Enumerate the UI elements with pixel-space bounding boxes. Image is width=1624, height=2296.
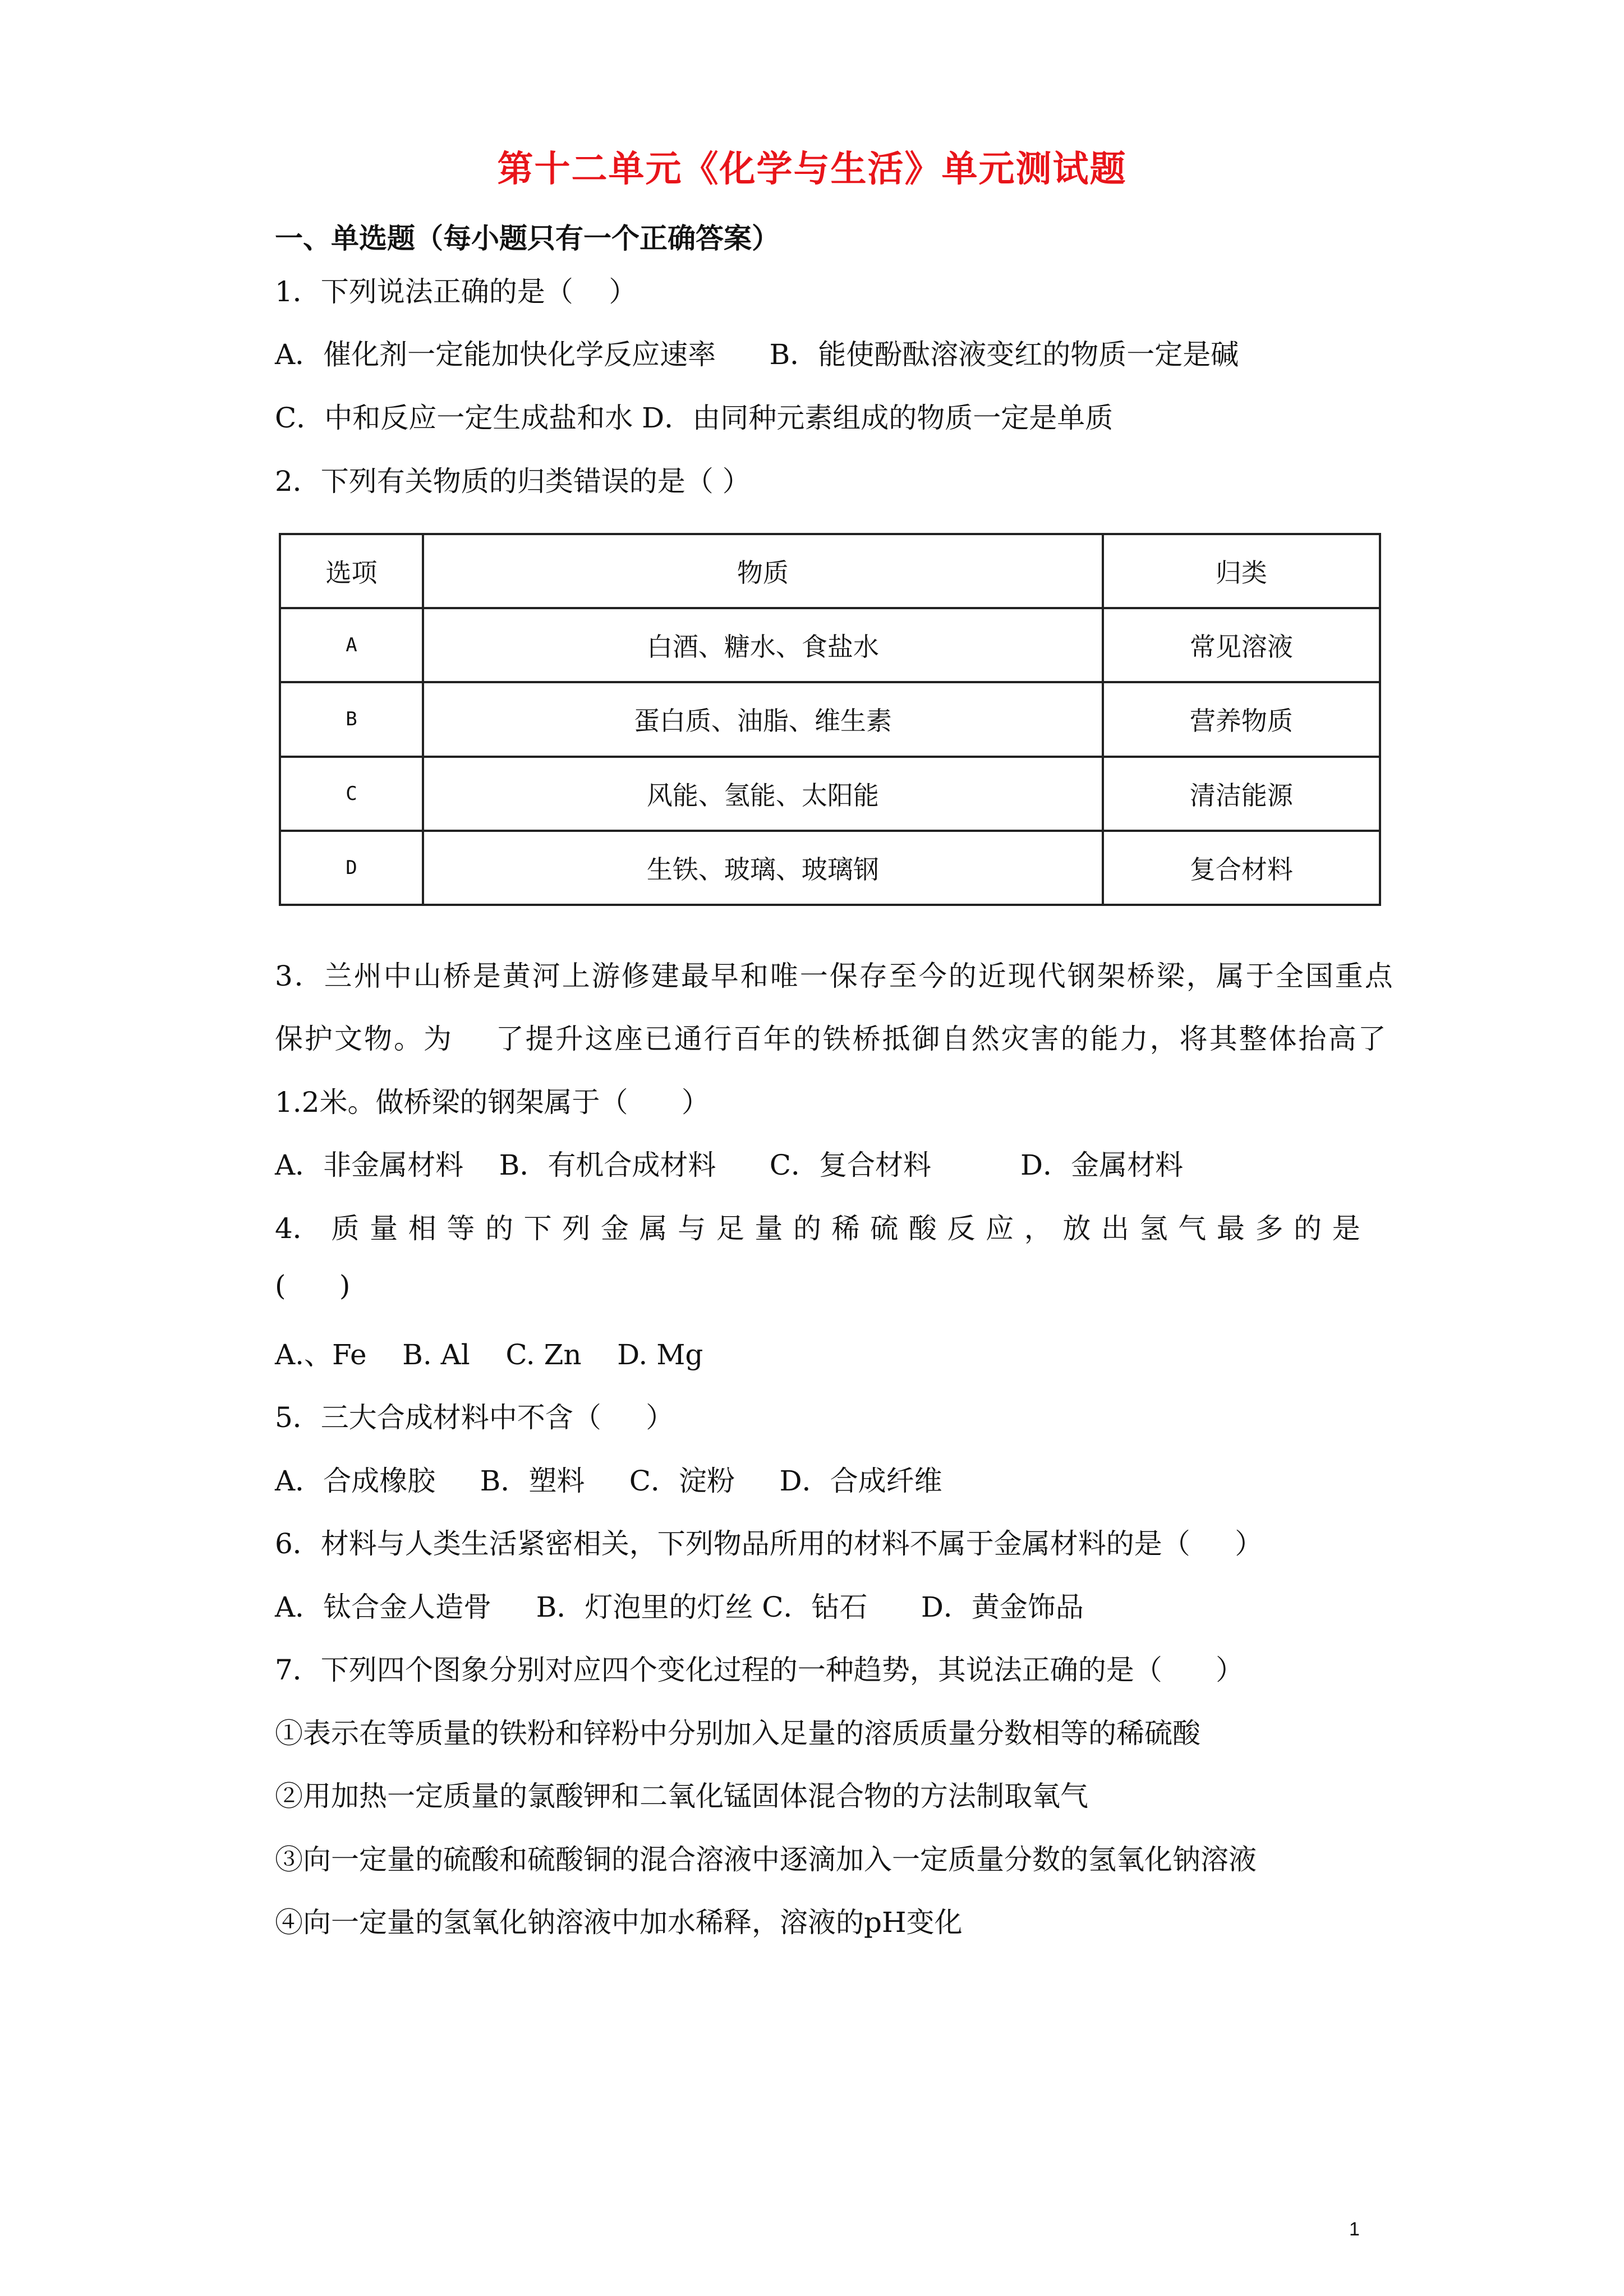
stem-char: 金 [600, 1212, 629, 1245]
question-1-options-ab: A．催化剂一定能加快化学反应速率 B．能使酚酞溶液变红的物质一定是碱 [275, 338, 1239, 371]
table-row [280, 608, 1380, 682]
stem-char: 的 [485, 1212, 513, 1245]
stem-char: 反 [947, 1212, 976, 1245]
table-cell-category: 清洁能源 [1103, 757, 1380, 831]
question-3-line-2: 保护文物。为 了提升这座已通行百年的铁桥抵御自然灾害的能力，将其整体抬高了 [275, 1023, 1388, 1055]
table-row [280, 682, 1380, 756]
question-1-options-cd: C．中和反应一定生成盐和水 D．由同种元素组成的物质一定是单质 [275, 402, 1114, 434]
table-cell-category: 常见溶液 [1103, 608, 1380, 682]
question-1-stem: 1．下列说法正确的是（ ） [275, 275, 637, 308]
table-cell-substance: 生铁、玻璃、玻璃钢 [423, 831, 1103, 905]
question-3-line-3: 1.2米。做桥梁的钢架属于（ ） [275, 1086, 710, 1119]
question-4-stem [275, 1206, 1360, 1246]
table-cell-option: B [280, 682, 423, 756]
stem-char: 氢 [1139, 1212, 1168, 1245]
stem-char: 应 [986, 1212, 1014, 1245]
question-6-options: A．钛合金人造骨 B．灯泡里的灯丝 C．钻石 D．黄金饰品 [275, 1591, 1084, 1623]
table-cell-category: 复合材料 [1103, 831, 1380, 905]
stem-char: 量 [755, 1212, 783, 1245]
stem-char: 4． [275, 1212, 321, 1245]
classification-table [279, 533, 1381, 906]
question-7-item: ②用加热一定质量的氯酸钾和二氧化锰固体混合物的方法制取氧气 [275, 1780, 1088, 1812]
stem-char: 气 [1178, 1212, 1207, 1245]
stem-char: 是 [1332, 1212, 1360, 1245]
stem-char: 出 [1101, 1212, 1129, 1245]
stem-char: 硫 [870, 1212, 899, 1245]
table-row [280, 757, 1380, 831]
table-cell-option: C [280, 757, 423, 831]
question-2-stem: 2．下列有关物质的归类错误的是（ ） [275, 465, 751, 498]
stem-char: 稀 [831, 1212, 860, 1245]
table-cell-option: D [280, 831, 423, 905]
table-cell-option: A [280, 608, 423, 682]
question-4-paren: ( ) [275, 1269, 351, 1302]
table-row [280, 831, 1380, 905]
table-cell-substance: 风能、氢能、太阳能 [423, 757, 1103, 831]
stem-char: 最 [1216, 1212, 1245, 1245]
stem-char: ， [1024, 1212, 1052, 1245]
document-title: 第十二单元《化学与生活》单元测试题 [497, 148, 1127, 190]
question-3-line-1: 3．兰州中山桥是黄河上游修建最早和唯一保存至今的近现代钢架桥梁，属于全国重点 [275, 960, 1395, 992]
table-cell-substance: 白酒、糖水、食盐水 [423, 608, 1103, 682]
table-header-cell: 物质 [423, 534, 1103, 608]
question-5-stem: 5．三大合成材料中不含（ ） [275, 1401, 674, 1434]
question-4-options: A.、Fe B. Al C. Zn D. Mg [275, 1338, 703, 1371]
section-heading: 一、单选题（每小题只有一个正确答案） [275, 222, 780, 255]
stem-char: 等 [447, 1212, 475, 1245]
question-7-stem: 7．下列四个图象分别对应四个变化过程的一种趋势，其说法正确的是（ ） [275, 1654, 1244, 1686]
table-header-cell: 选项 [280, 534, 423, 608]
question-5-options: A．合成橡胶 B．塑料 C．淀粉 D．合成纤维 [275, 1465, 942, 1497]
question-7-item: ③向一定量的硫酸和硫酸铜的混合溶液中逐滴加入一定质量分数的氢氧化钠溶液 [275, 1843, 1257, 1876]
question-7-item: ④向一定量的氢氧化钠溶液中加水稀释，溶液的pH变化 [275, 1906, 963, 1939]
question-7-item: ①表示在等质量的铁粉和锌粉中分别加入足量的溶质质量分数相等的稀硫酸 [275, 1717, 1200, 1750]
stem-char: 酸 [908, 1212, 937, 1245]
stem-char: 属 [639, 1212, 668, 1245]
table-cell-category: 营养物质 [1103, 682, 1380, 756]
stem-char: 量 [370, 1212, 398, 1245]
stem-char: 相 [408, 1212, 436, 1245]
stem-char: 的 [1294, 1212, 1322, 1245]
table-cell-substance: 蛋白质、油脂、维生素 [423, 682, 1103, 756]
stem-char: 多 [1255, 1212, 1283, 1245]
stem-char: 下 [523, 1212, 552, 1245]
stem-char: 列 [562, 1212, 591, 1245]
question-6-stem: 6．材料与人类生活紧密相关，下列物品所用的材料不属于金属材料的是（ ） [275, 1527, 1263, 1560]
table-header-cell: 归类 [1103, 534, 1380, 608]
question-3-options: A．非金属材料 B．有机合成材料 C．复合材料 D．金属材料 [275, 1149, 1184, 1181]
stem-char: 与 [678, 1212, 706, 1245]
stem-char: 足 [716, 1212, 744, 1245]
stem-char: 放 [1062, 1212, 1091, 1245]
stem-char: 的 [793, 1212, 821, 1245]
table-header-row [280, 534, 1380, 608]
stem-char: 质 [331, 1212, 360, 1245]
page-number: 1 [1349, 2219, 1360, 2240]
